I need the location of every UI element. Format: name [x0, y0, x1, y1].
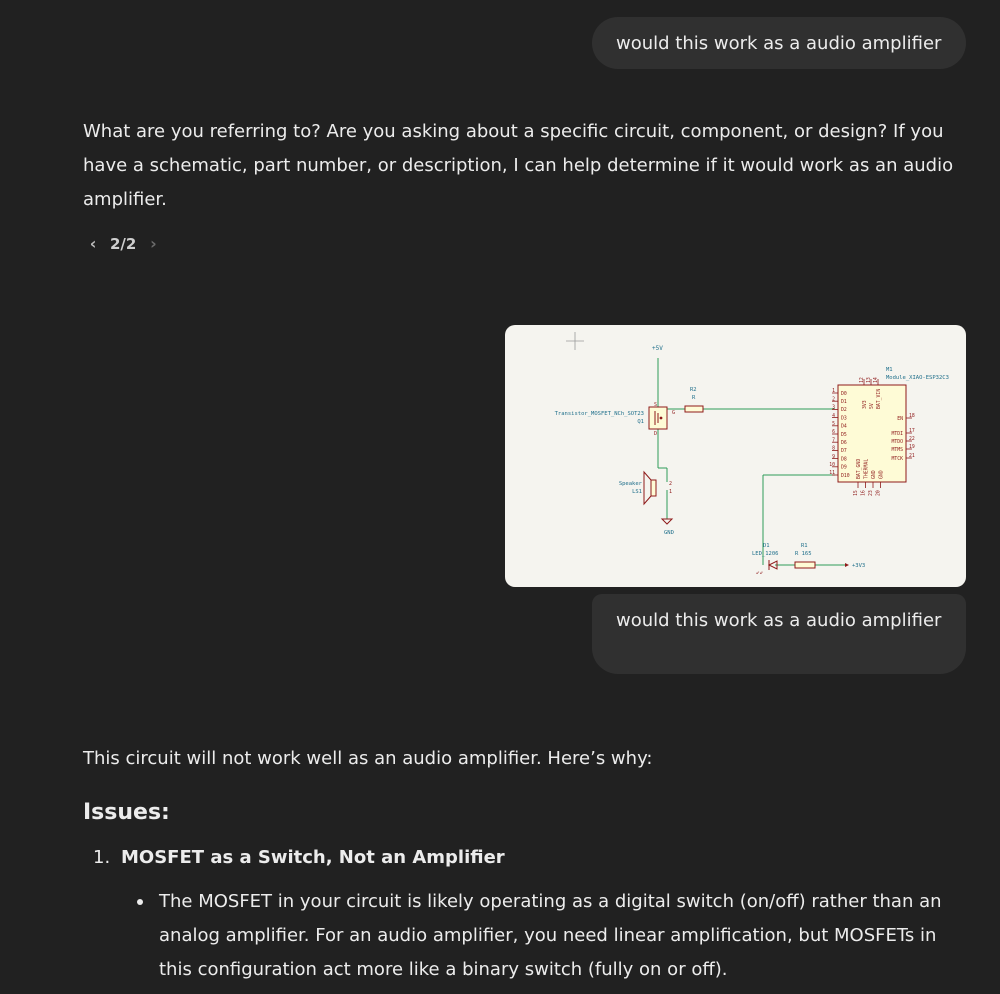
m1-left-pin-label: D6: [841, 441, 847, 446]
r2-value: R: [692, 395, 696, 401]
m1-left-pin-label: D0: [841, 391, 847, 397]
d1-name: LED_1206: [752, 551, 779, 557]
q1-name: Transistor_MOSFET_NCh_SOT23: [554, 411, 644, 417]
user-message-text: would this work as a audio amplifier: [616, 33, 942, 54]
v33-label: +3V3: [852, 563, 866, 569]
m1-right-pin-number: 22: [909, 437, 915, 443]
m1-right-pin-label: MTDI: [891, 431, 903, 437]
q1-pin-g: G: [672, 410, 676, 416]
m1-left-pin-label: D1: [841, 400, 847, 405]
issue-list-item-1: [93, 841, 505, 875]
m1-left-pin-number: 4: [832, 413, 835, 419]
bullet-text: The MOSFET in your circuit is likely operating as a digital switch (on/off) rather than an analog amplifier. For an audio amplifier, you need linear amplification, but MOSFETs in this configuration act more like a binary switch (fully on or off).: [159, 891, 942, 980]
resistor-r1: [795, 543, 815, 568]
issue-1-bullet: [137, 885, 947, 987]
speaker-ref: LS1: [632, 489, 642, 495]
m1-left-pin-label: D7: [841, 449, 847, 455]
m1-bottom-pin-label: BAT_GND: [856, 458, 862, 479]
issues-heading: Issues:: [83, 800, 170, 825]
speaker-name: Speaker: [618, 481, 642, 487]
resistor-r2: [685, 387, 703, 412]
q1-ref: Q1: [637, 419, 644, 425]
speaker-pin-2: 2: [669, 481, 673, 487]
m1-right-pin-number: 21: [909, 454, 915, 460]
gnd-label: GND: [664, 530, 674, 536]
led-emission-icon: ⇙⇙: [756, 569, 764, 576]
m1-top-pin-label: BAT_VIN: [876, 388, 882, 409]
bullet-dot-icon: [137, 899, 143, 905]
r1-ref: R1: [801, 543, 808, 549]
m1-bottom-pin-label: THERMAL: [864, 458, 870, 479]
module-m1: [829, 367, 949, 496]
m1-bottom-pin-number: 16: [861, 490, 867, 496]
m1-bottom-pin-number: 20: [876, 490, 882, 496]
m1-left-pin-number: 6: [832, 430, 835, 436]
m1-left-pin-number: 1: [832, 389, 835, 395]
m1-left-pin-label: D9: [841, 465, 847, 471]
r1-value: R 165: [795, 551, 812, 557]
m1-right-pin-label: EN: [897, 416, 903, 422]
m1-left-pin-label: D5: [841, 432, 847, 438]
m1-right-pin-number: 19: [909, 445, 915, 451]
m1-left-pin-label: D8: [841, 457, 847, 463]
user-message-1: [592, 17, 966, 69]
user-message-text: would this work as a audio amplifier: [616, 610, 942, 631]
schematic-image-attachment[interactable]: [505, 325, 966, 587]
pager-count: 2/2: [110, 234, 137, 253]
q1-pin-d: D: [654, 431, 658, 437]
assistant-message-1: What are you referring to? Are you asking about a specific circuit, component, or design? If you have a schematic, part number, or description, I can help determine if it would work as an audio amplifier.: [83, 121, 954, 210]
q1-pin-s: S: [654, 402, 658, 408]
m1-top-pin-number: 13: [867, 377, 872, 383]
chevron-left-icon[interactable]: ‹: [89, 234, 97, 253]
v33-symbol: [845, 563, 865, 569]
m1-right-pin-label: MTCK: [891, 456, 903, 462]
m1-top-pin-number: 14: [874, 377, 879, 383]
led-d1: [752, 543, 779, 576]
m1-left-pin-number: 11: [829, 471, 835, 477]
mosfet-q1: [555, 402, 675, 437]
user-message-2: [592, 594, 966, 674]
m1-bottom-pin-number: 15: [854, 490, 859, 496]
m1-name: Module_XIAO-ESP32C3: [886, 375, 949, 381]
m1-bottom-pin-label: GND: [871, 470, 877, 479]
m1-bottom-pin-label: GND: [879, 470, 885, 479]
m1-right-pin-label: MTDO: [891, 439, 903, 445]
m1-left-pin-label: D3: [841, 416, 847, 422]
m1-bottom-pin-number: 23: [869, 490, 874, 496]
m1-right-pin-number: 18: [909, 414, 915, 420]
issue-title: MOSFET as a Switch, Not an Amplifier: [121, 847, 505, 868]
m1-top-pin-label: 3V3: [862, 400, 868, 409]
m1-left-pin-number: 3: [832, 405, 835, 411]
m1-right-pin-number: 17: [909, 429, 915, 435]
vcc-label: +5V: [652, 345, 663, 352]
speaker-ls1: [619, 472, 672, 504]
speaker-pin-1: 1: [669, 489, 673, 495]
m1-left-pin-number: 5: [832, 422, 835, 427]
m1-top-pin-label: 5V: [869, 403, 875, 409]
m1-right-pin-label: MTMS: [891, 447, 903, 453]
m1-left-pin-label: D10: [841, 473, 850, 479]
m1-left-pin-label: D2: [841, 408, 847, 414]
m1-left-pin-number: 10: [829, 463, 835, 468]
m1-top-pin-number: 12: [860, 377, 865, 383]
m1-left-pin-number: 8: [832, 446, 835, 452]
m1-left-pin-number: 7: [832, 438, 835, 444]
schematic-diagram: [505, 325, 966, 587]
m1-ref: M1: [886, 367, 893, 373]
r2-ref: R2: [690, 387, 697, 393]
m1-left-pin-number: 2: [832, 397, 835, 403]
assistant-message-2-intro: This circuit will not work well as an audio amplifier. Here’s why:: [83, 748, 653, 769]
response-pager: [86, 234, 160, 253]
issue-number: 1.: [93, 847, 111, 868]
chevron-right-icon[interactable]: ›: [150, 234, 157, 253]
gnd-symbol: [662, 519, 674, 536]
m1-left-pin-label: D4: [841, 424, 847, 430]
m1-left-pin-number: 9: [832, 454, 835, 460]
wires: [658, 358, 845, 565]
cursor-crosshair-icon: [566, 332, 584, 350]
d1-ref: D1: [763, 543, 770, 549]
